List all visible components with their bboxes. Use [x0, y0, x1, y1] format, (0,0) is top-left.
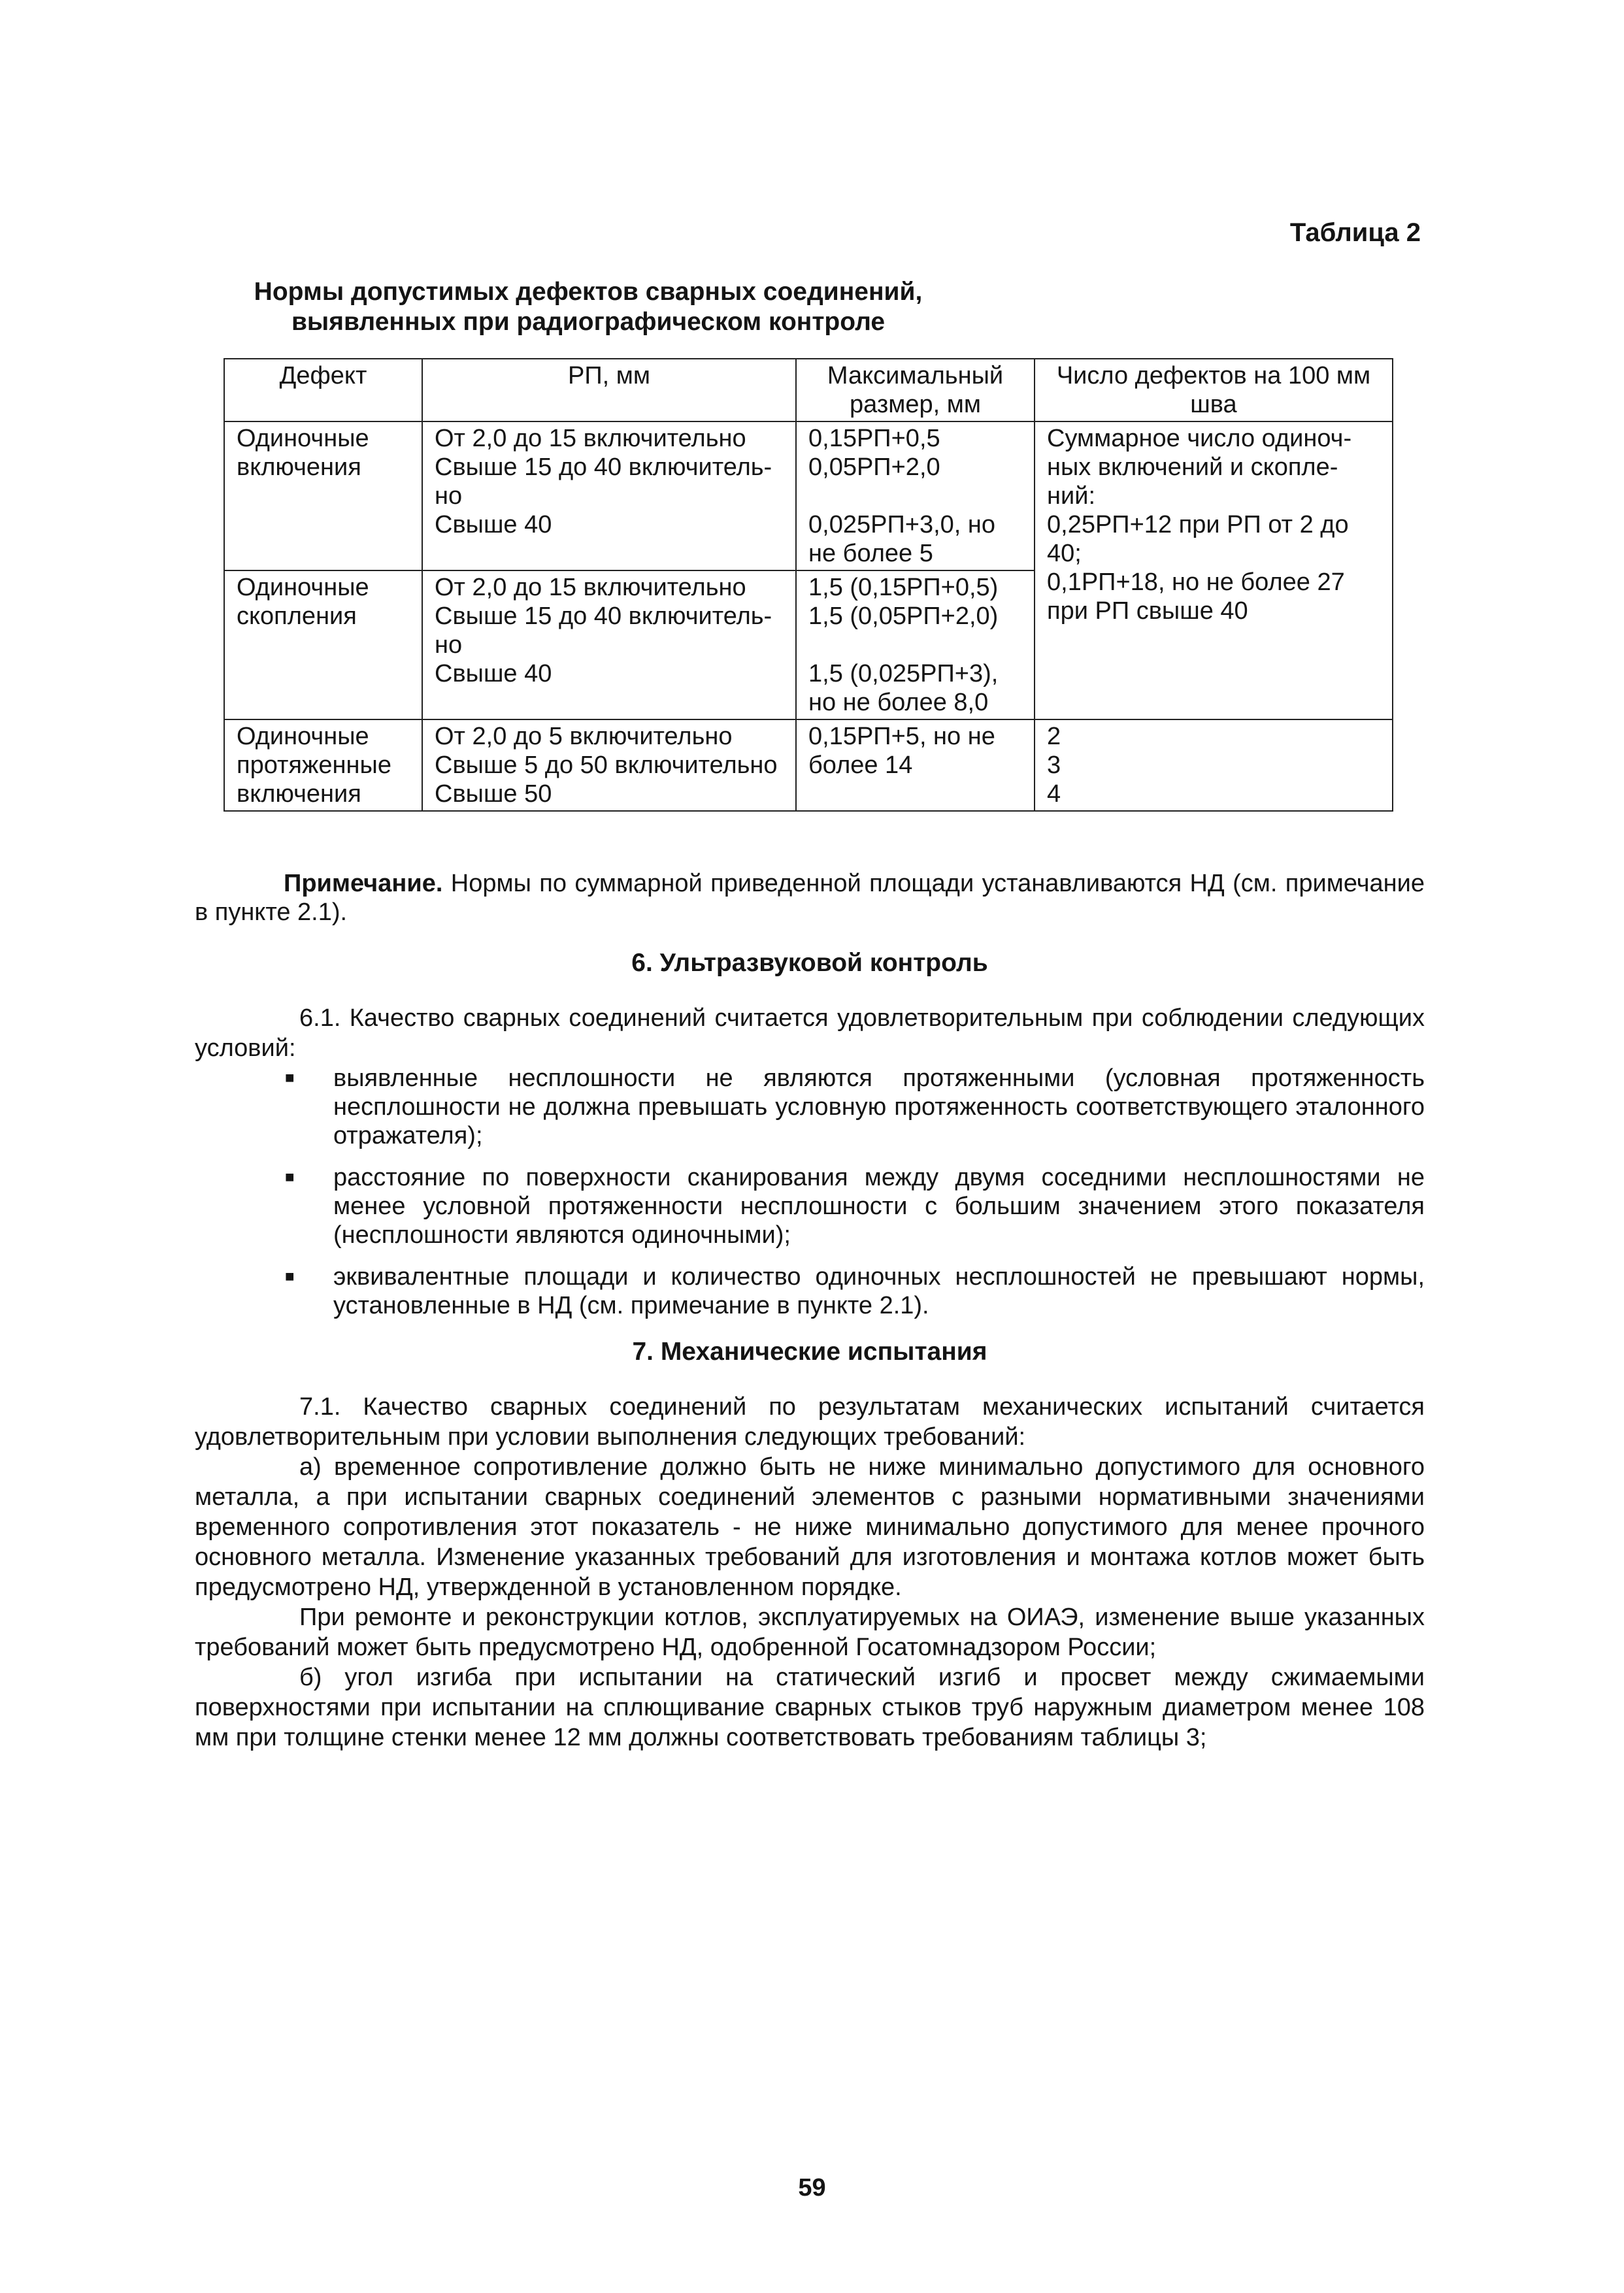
cell-count: [1035, 719, 1393, 811]
cell-line: 1,5 (0,05РП+2,0): [808, 602, 999, 630]
table-title: [196, 277, 980, 337]
cell-line: Суммарное число одиноч-: [1047, 425, 1352, 452]
cell-line: не более 5: [808, 540, 933, 567]
bullet-text: расстояние по поверхности сканирования между двумя соседними несплошностями не менее условной протяженности несплошности с большим значением этого показателя (несплошности являются одиночными);: [333, 1164, 1425, 1249]
cell-line: Свыше 15 до 40 включитель-: [435, 602, 772, 630]
cell-line: 0,15РП+5, но не: [808, 723, 995, 750]
cell-line: 1,5 (0,15РП+0,5): [808, 574, 999, 601]
defect-norms-table: [224, 358, 1393, 812]
cell-line: 3: [1047, 751, 1061, 779]
cell-spacer: [808, 631, 1022, 659]
table-title-line-1: Нормы допустимых дефектов сварных соединений,: [254, 278, 923, 306]
cell-line: Одиночные: [237, 574, 369, 601]
cell-line: От 2,0 до 15 включительно: [435, 574, 746, 601]
cell-rp: [422, 421, 796, 570]
cell-max-size: [796, 719, 1035, 811]
header-max-size: Максимальный размер, мм: [796, 359, 1035, 421]
section-6-bullet-list: [195, 1064, 1425, 1333]
table-note: [195, 869, 1425, 927]
cell-line: Свыше 40: [435, 660, 552, 687]
cell-defect: [224, 570, 422, 719]
paragraph: б) угол изгиба при испытании на статический изгиб и просвет между сжимаемыми поверхностями при испытании на сплющивание сварных стыков труб наружным диаметром менее 108 мм при толщине стенки менее 12 мм должны соответствовать требованиям таблицы 3;: [195, 1664, 1425, 1751]
cell-spacer: [808, 482, 1022, 510]
cell-line: но не более 8,0: [808, 689, 989, 716]
cell-line: более 14: [808, 751, 913, 779]
list-item: [195, 1262, 1425, 1320]
table-header-row: [224, 359, 1393, 421]
cell-line: 2: [1047, 723, 1061, 750]
cell-line: 0,25РП+12 при РП от 2 до: [1047, 511, 1349, 538]
cell-line: но: [435, 631, 463, 659]
paragraph: При ремонте и реконструкции котлов, эксплуатируемых на ОИАЭ, изменение выше указанных требований может быть предусмотрено НД, одобренной Госатомнадзором России;: [195, 1604, 1425, 1661]
cell-defect: [224, 421, 422, 570]
cell-line: 0,025РП+3,0, но: [808, 511, 996, 538]
header-count: Число дефектов на 100 мм шва: [1035, 359, 1393, 421]
cell-line: Свыше 40: [435, 511, 552, 538]
bullet-icon: ■: [285, 1168, 295, 1186]
cell-rp: [422, 570, 796, 719]
header-defect: Дефект: [224, 359, 422, 421]
bullet-text: эквивалентные площади и количество одиночных несплошностей не превышают нормы, установленные в НД (см. примечание в пункте 2.1).: [333, 1263, 1425, 1319]
paragraph: 7.1. Качество сварных соединений по результатам механических испытаний считается удовлетворительным при условии выполнения следующих требований:: [195, 1393, 1425, 1451]
cell-line: но: [435, 482, 463, 510]
table-label: Таблица 2: [1289, 218, 1421, 247]
cell-max-size: [796, 421, 1035, 570]
table-row: [224, 421, 1393, 570]
header-rp: РП, мм: [422, 359, 796, 421]
cell-line: Свыше 50: [435, 780, 552, 808]
cell-defect: [224, 719, 422, 811]
cell-line: 0,1РП+18, но не более 27: [1047, 569, 1345, 596]
cell-line: 1,5 (0,025РП+3),: [808, 660, 999, 687]
paragraph: а) временное сопротивление должно быть не ниже минимально допустимого для основного металла, а при испытании сварных соединений элементов с разными нормативными значениями временного сопротивления этот показатель - не ниже минимально допустимого для менее прочного основного металла. Изменение указанных требований для изготовления и монтажа котлов может быть предусмотрено НД, утвержденной в установленном порядке.: [195, 1453, 1425, 1601]
cell-line: Одиночные: [237, 425, 369, 452]
cell-line: 4: [1047, 780, 1061, 808]
cell-line: протяженные: [237, 751, 391, 779]
cell-count-merged: [1035, 421, 1393, 719]
section-7-body: [195, 1392, 1425, 1753]
cell-rp: [422, 719, 796, 811]
cell-line: включения: [237, 780, 361, 808]
cell-line: 0,15РП+0,5: [808, 425, 940, 452]
bullet-text: выявленные несплошности не являются протяженными (условная протяженность несплошности не должна превышать условную протяженность соответствующего эталонного отражателя);: [333, 1064, 1425, 1149]
bullet-icon: ■: [285, 1268, 295, 1285]
section-6-intro: 6.1. Качество сварных соединений считается удовлетворительным при соблюдении следующих условий:: [195, 1004, 1425, 1062]
table-title-line-2: выявленных при радиографическом контроле: [291, 308, 886, 336]
cell-line: при РП свыше 40: [1047, 597, 1248, 625]
page-number: 59: [798, 2174, 826, 2202]
cell-line: Одиночные: [237, 723, 369, 750]
cell-line: 0,05РП+2,0: [808, 454, 940, 481]
cell-max-size: [796, 570, 1035, 719]
cell-line: Свыше 15 до 40 включитель-: [435, 454, 772, 481]
cell-line: включения: [237, 454, 361, 481]
cell-line: От 2,0 до 5 включительно: [435, 723, 733, 750]
cell-line: 40;: [1047, 540, 1082, 567]
bullet-icon: ■: [285, 1069, 295, 1087]
cell-line: ных включений и скопле-: [1047, 454, 1338, 481]
section-7-title: 7. Механические испытания: [632, 1338, 987, 1366]
cell-line: Свыше 5 до 50 включительно: [435, 751, 778, 779]
table-row: [224, 719, 1393, 811]
list-item: [195, 1064, 1425, 1150]
cell-line: скопления: [237, 602, 357, 630]
cell-line: ний:: [1047, 482, 1095, 510]
section-6-title: 6. Ультразвуковой контроль: [631, 949, 988, 977]
note-text: Нормы по суммарной приведенной площади устанавливаются НД (см. примечание в пункте 2.1).: [195, 870, 1425, 926]
cell-line: От 2,0 до 15 включительно: [435, 425, 746, 452]
list-item: [195, 1163, 1425, 1249]
note-label: Примечание.: [284, 870, 443, 897]
